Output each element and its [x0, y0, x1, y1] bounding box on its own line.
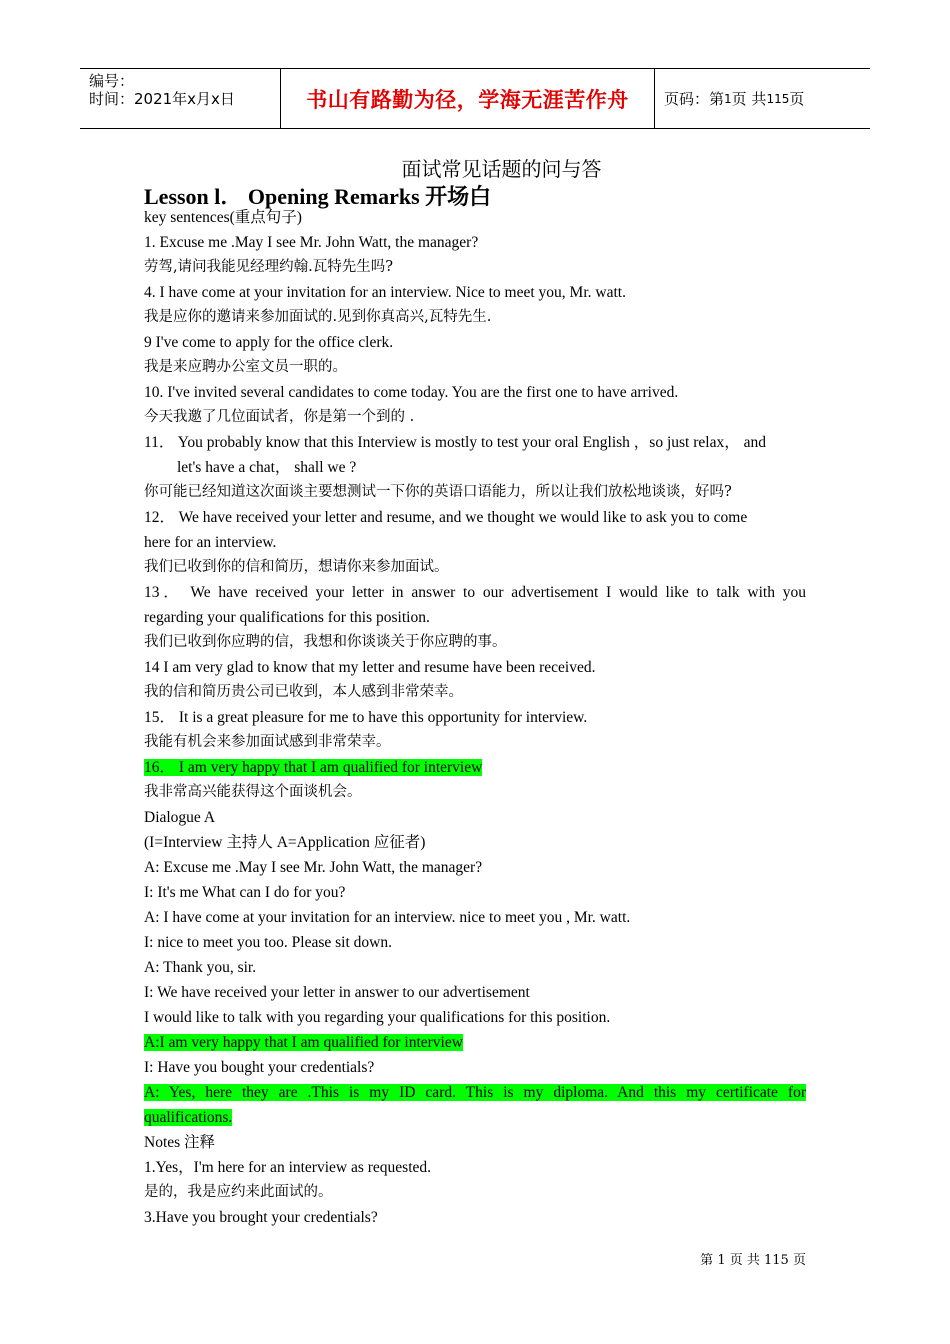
body-line: [144, 1105, 806, 1130]
body-line: [144, 630, 806, 655]
body-line: [144, 1005, 806, 1030]
line-text: 3.Have you brought your credentials?: [144, 1209, 378, 1226]
line-text: 14 I am very glad to know that my letter and resume have been received.: [144, 659, 596, 676]
body-line: [144, 380, 806, 405]
footer-current: 1: [717, 1253, 726, 1268]
body-line: [144, 855, 806, 880]
line-text: I: nice to meet you too. Please sit down.: [144, 934, 392, 951]
line-text: 1. Excuse me .May I see Mr. John Watt, the manager?: [144, 234, 479, 251]
footer-mid: 页 共: [729, 1253, 760, 1268]
body-line: [144, 405, 806, 430]
line-text: 我是来应聘办公室文员一职的。: [144, 359, 347, 375]
line-text: 我们已收到你的信和简历，想请你来参加面试。: [144, 559, 449, 575]
body-line: [144, 230, 806, 255]
line-text: A: I have come at your invitation for an interview. nice to meet you , Mr. watt.: [144, 909, 631, 926]
highlighted-text: A: Yes, here they are .This is my ID card. This is my diploma. And this my certificate for: [144, 1084, 806, 1101]
body-line: [144, 755, 806, 780]
header-meta-cell: [80, 69, 281, 128]
line-text: here for an interview.: [144, 534, 277, 551]
body-line: [144, 980, 806, 1005]
page-current: 1: [724, 91, 732, 106]
body-line: [144, 480, 806, 505]
body-line: [144, 930, 806, 955]
page-total: 115: [766, 91, 790, 106]
body-line: [144, 1055, 806, 1080]
line-text: (I=Interview 主持人 A=Application 应征者): [144, 834, 426, 851]
line-text: 9 I've come to apply for the office clerk.: [144, 334, 394, 351]
body-line: [144, 280, 806, 305]
highlighted-text: A:I am very happy that I am qualified for interview: [144, 1034, 463, 1051]
line-text: 是的，我是应约来此面试的。: [144, 1184, 333, 1200]
footer-prefix: 第: [700, 1253, 714, 1268]
highlighted-text: qualifications.: [144, 1109, 233, 1126]
line-text: 4. I have come at your invitation for an interview. Nice to meet you, Mr. watt.: [144, 284, 626, 301]
body-line: [144, 705, 806, 730]
line-text: Notes 注释: [144, 1134, 216, 1151]
line-text: 我的信和简历贵公司已收到，本人感到非常荣幸。: [144, 684, 463, 700]
page-footer: [0, 1249, 806, 1268]
serial-number-label: 编号：: [89, 72, 135, 90]
line-text: 12． We have received your letter and resume, and we thought we would like to ask you to come: [144, 509, 748, 526]
header-motto-cell: [281, 69, 655, 128]
header-page-cell: [655, 69, 870, 128]
body-line: [144, 555, 806, 580]
line-text: I: It's me What can I do for you?: [144, 884, 346, 901]
line-text: 1.Yes，I'm here for an interview as requested.: [144, 1159, 432, 1176]
body-line: [144, 455, 806, 480]
body-line: [144, 1180, 806, 1205]
document-body: [144, 205, 806, 1230]
body-line: [144, 530, 806, 555]
line-text: 我是应你的邀请来参加面试的.见到你真高兴,瓦特先生.: [144, 309, 492, 325]
body-line: [144, 355, 806, 380]
page-suffix: 页: [789, 90, 805, 108]
body-line: [144, 430, 806, 455]
body-line: [144, 580, 806, 605]
line-text: A: Excuse me .May I see Mr. John Watt, the manager?: [144, 859, 483, 876]
body-line: [144, 880, 806, 905]
date-label: 时间：2021年x月x日: [89, 90, 235, 108]
line-text: regarding your qualifications for this position.: [144, 609, 430, 626]
body-line: [144, 680, 806, 705]
line-text: 13． We have received your letter in answer to our advertisement I would like to talk with you: [144, 584, 806, 601]
line-text: 劳驾,请问我能见经理约翰.瓦特先生吗?: [144, 259, 393, 275]
body-line: [144, 905, 806, 930]
body-line: [144, 255, 806, 280]
line-text: 我们已收到你应聘的信，我想和你谈谈关于你应聘的事。: [144, 634, 507, 650]
body-line: [144, 605, 806, 630]
body-line: [144, 955, 806, 980]
line-text: 10. I've invited several candidates to come today. You are the first one to have arrived.: [144, 384, 679, 401]
body-line: [144, 730, 806, 755]
motto: 书山有路勤为径，学海无涯苦作舟: [306, 87, 629, 112]
line-text: let's have a chat， shall we ?: [177, 459, 357, 476]
line-text: A: Thank you, sir.: [144, 959, 257, 976]
body-line: [144, 1155, 806, 1180]
lesson-heading: Lesson l． Opening Remarks 开场白: [144, 184, 492, 209]
footer-total: 115: [764, 1253, 789, 1268]
line-text: 我能有机会来参加面试感到非常荣幸。: [144, 734, 391, 750]
highlighted-text: 16． I am very happy that I am qualified for interview: [144, 759, 483, 776]
line-text: 15． It is a great pleasure for me to have this opportunity for interview.: [144, 709, 588, 726]
body-line: [144, 1205, 806, 1230]
line-text: 今天我邀了几位面试者，你是第一个到的 .: [144, 409, 415, 425]
body-line: [144, 1030, 806, 1055]
body-line: [144, 780, 806, 805]
body-line: [144, 205, 806, 230]
body-line: [144, 305, 806, 330]
body-line: [144, 505, 806, 530]
page-prefix: 页码：第: [664, 90, 725, 108]
header-table: [80, 68, 870, 129]
line-text: 我非常高兴能获得这个面谈机会。: [144, 784, 362, 800]
line-text: Dialogue A: [144, 809, 216, 826]
line-text: I: Have you bought your credentials?: [144, 1059, 375, 1076]
body-line: [144, 1130, 806, 1155]
footer-suffix: 页: [792, 1253, 806, 1268]
line-text: I would like to talk with you regarding your qualifications for this position.: [144, 1009, 611, 1026]
body-line: [144, 655, 806, 680]
line-text: 11． You probably know that this Interview is mostly to test your oral English ，so just relax， and: [144, 434, 766, 451]
body-line: [144, 830, 806, 855]
page-mid: 页 共: [731, 90, 767, 108]
body-line: [144, 805, 806, 830]
line-text: 你可能已经知道这次面谈主要想测试一下你的英语口语能力，所以让我们放松地谈谈，好吗?: [144, 484, 732, 500]
body-line: [144, 330, 806, 355]
document-title: 面试常见话题的问与答: [401, 157, 602, 181]
body-line: [144, 1080, 806, 1105]
line-text: I: We have received your letter in answer to our advertisement: [144, 984, 530, 1001]
line-text: key sentences(重点句子): [144, 209, 302, 226]
